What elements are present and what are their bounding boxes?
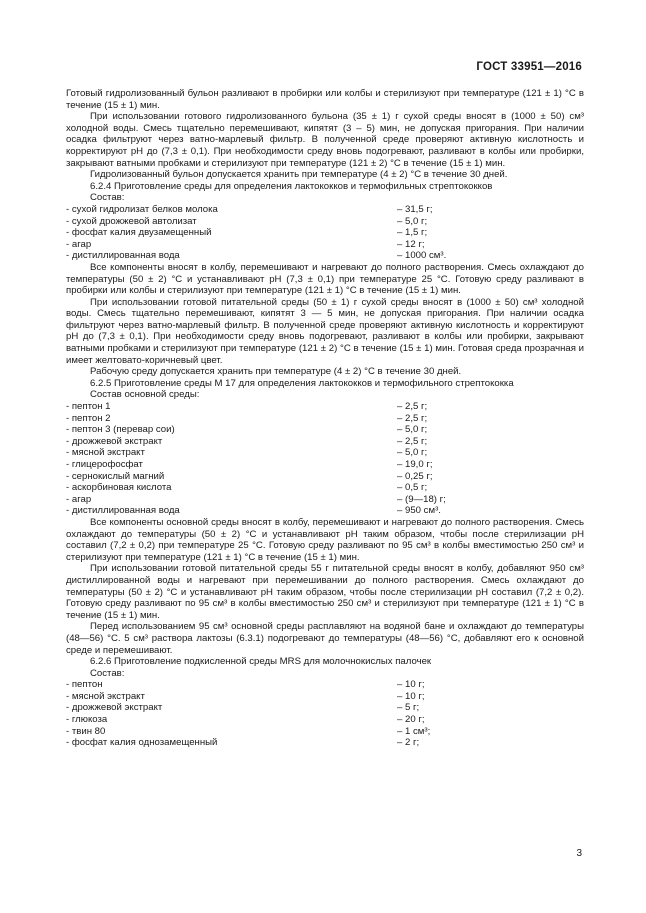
ingredient-amount: – 0,25 г; <box>397 470 433 482</box>
paragraph: При использовании готовой питательной среды (50 ± 1) г сухой среды вносят в (1000 ± 50) см³ холодной воды. Смесь тщательно перемешивают, кипятят 3 — 5 мин, не допуская пригорания. При наличии осадка фильтруют через ватно-марлевый фильтр. В полученной среде проверяют активную кислотность и корректируют рН до (7,3 ± 0,1). При необходимости среду вновь подогревают, разливают в колбы или пробирки, закрывают ватными пробками и стерилизуют при температуре (121 ± 2) °С в течение (15 ± 1) мин. Готовая среда прозрачная и имеет желтовато-коричневый цвет. <box>66 296 584 366</box>
ingredient-list <box>66 401 584 517</box>
list-item <box>66 227 584 239</box>
ingredient-name: - агар <box>66 238 92 250</box>
ingredient-amount: – 1 см³; <box>397 725 431 737</box>
ingredient-amount: – 1000 см³. <box>397 250 447 262</box>
ingredient-name: - глицерофосфат <box>66 459 143 470</box>
ingredient-name: - аскорбиновая кислота <box>66 482 172 494</box>
ingredient-name: - фосфат калия двузамещенный <box>66 227 212 239</box>
list-item <box>66 459 584 471</box>
ingredient-amount: – 0,5 г; <box>397 482 428 494</box>
ingredient-name: - пептон <box>66 679 103 691</box>
ingredient-name: - мясной экстракт <box>66 447 145 459</box>
paragraph: При использовании готового гидролизованного бульона (35 ± 1) г сухой среды вносят в (1000 ± 50) см³ холодной воды. Смесь тщательно перемешивают, кипятят (3 – 5) мин, не допуская пригорания. При наличии осадка фильтруют через ватно-марлевый фильтр. В полученной среде проверяют активную кислотность и корректируют рН до (7,3 ± 0,1). При необходимости среду вновь подогревают, разливают в колбы или пробирки, закрывают ватными пробками и стерилизуют при температуре (121 ± 2) °С в течение (15 ± 1) мин. <box>66 111 584 169</box>
ingredient-name: - сухой дрожжевой автолизат <box>66 215 197 227</box>
ingredient-amount: – 10 г; <box>397 690 425 702</box>
paragraph: Перед использованием 95 см³ основной среды расплавляют на водяной бане и охлаждают до температуры (48—56) °С. 5 см³ раствора лактозы (6.3.1) подогревают до температуры (48—56) °С, добавляют его к основной среде и перемешивают. <box>66 621 584 656</box>
paragraph: Все компоненты вносят в колбу, перемешивают и нагревают до полного растворения. Смесь охлаждают до температуры (50 ± 2) °С и устанавливают рН (7,3 ± 0,1) при температуре 25 °С. Готовую среду разливают в пробирки или колбы и стерилизуют при температуре (121 ± 1) °С в течение (15 ± 1) мин. <box>66 261 584 297</box>
section-heading: Состав: <box>90 192 125 204</box>
list-item <box>66 471 584 483</box>
ingredient-name: - дрожжевой экстракт <box>66 435 163 447</box>
ingredient-amount: – 2,5 г; <box>397 401 428 413</box>
ingredient-amount: – 20 г; <box>397 714 425 726</box>
document-body <box>66 88 584 749</box>
ingredient-name: - дистиллированная вода <box>66 250 180 262</box>
ingredient-amount: – 5,0 г; <box>397 424 428 436</box>
paragraph: Гидролизованный бульон допускается хранить при температуре (4 ± 2) °С в течение 30 дней. <box>90 169 508 181</box>
ingredient-list <box>66 679 584 749</box>
list-item <box>66 702 584 714</box>
ingredient-amount: – 2 г; <box>397 737 420 749</box>
paragraph: Все компоненты основной среды вносят в колбу, перемешивают и нагревают до полного растворения. Смесь охлаждают до температуры (50 ± 2) °С и устанавливают рН таким образом, чтобы после стерилизации рН составил (7,2 ± 0,2) при температуре 25 °С. Готовую среду разливают по 95 см³ в колбы вместимостью 250 см³ и стерилизуют при температуре (121 ± 1) °С в течение (15 ± 1) мин. <box>66 516 584 563</box>
ingredient-amount: – 2,5 г; <box>397 412 428 424</box>
list-item <box>66 216 584 228</box>
ingredient-name: - дистиллированная вода <box>66 505 180 517</box>
section-heading: 6.2.4 Приготовление среды для определения лактококков и термофильных стрептококков <box>90 180 493 192</box>
list-item <box>66 494 584 506</box>
ingredient-amount: – 2,5 г; <box>397 435 428 447</box>
list-item <box>66 424 584 436</box>
ingredient-list <box>66 204 584 262</box>
ingredient-amount: – 12 г; <box>397 238 425 250</box>
ingredient-amount: – (9—18) г; <box>397 493 446 505</box>
paragraph: Рабочую среду допускается хранить при температуре (4 ± 2) °С в течение 30 дней. <box>90 366 462 378</box>
ingredient-name: - пептон 3 (перевар сои) <box>66 424 175 436</box>
section-heading: 6.2.6 Приготовление подкисленной среды MRS для молочнокислых палочек <box>90 656 432 668</box>
ingredient-name: - агар <box>66 493 92 505</box>
ingredient-amount: – 950 см³. <box>397 505 441 517</box>
list-item <box>66 447 584 459</box>
ingredient-amount: – 19,0 г; <box>397 459 433 470</box>
ingredient-amount: – 5,0 г; <box>397 215 428 227</box>
list-item <box>66 239 584 251</box>
list-item <box>66 714 584 726</box>
ingredient-name: - твин 80 <box>66 725 106 737</box>
ingredient-amount: – 5 г; <box>397 702 420 714</box>
ingredient-name: - мясной экстракт <box>66 690 145 702</box>
list-item <box>66 737 584 749</box>
list-item <box>66 679 584 691</box>
ingredient-amount: – 10 г; <box>397 679 425 691</box>
paragraph: При использовании готовой питательной среды 55 г питательной среды вносят в колбу, добавляют 950 см³ дистиллированной воды и нагревают при перемешивании до полного растворения. Смесь охлаждают до температуры (50 ± 2) °С и устанавливают рН таким образом, чтобы после стерилизации рН составил (7,2 ± 0,2). Готовую среду разливают по 95 см³ в колбы вместимостью 250 см³ и стерилизуют при температуре (121 ± 1) °С в течение (15 ± 1) мин. <box>66 563 584 621</box>
list-item <box>66 204 584 216</box>
list-item <box>66 250 584 262</box>
paragraph: Готовый гидролизованный бульон разливают в пробирки или колбы и стерилизуют при температуре (121 ± 1) °С в течение (15 ± 1) мин. <box>66 88 584 111</box>
ingredient-amount: – 31,5 г; <box>397 203 433 215</box>
ingredient-name: - сухой гидролизат белков молока <box>66 203 218 215</box>
ingredient-amount: – 5,0 г; <box>397 447 428 459</box>
section-heading: 6.2.5 Приготовление среды М 17 для определения лактококков и термофильного стрептококка <box>90 377 514 389</box>
ingredient-name: - глюкоза <box>66 714 108 726</box>
ingredient-name: - дрожжевой экстракт <box>66 702 163 714</box>
ingredient-name: - фосфат калия однозамещенный <box>66 737 218 749</box>
list-item <box>66 436 584 448</box>
list-item <box>66 482 584 494</box>
section-heading: Состав: <box>90 667 125 679</box>
standard-designation: ГОСТ 33951—2016 <box>476 61 582 73</box>
page-number: 3 <box>576 848 582 859</box>
ingredient-amount: – 1,5 г; <box>397 227 428 239</box>
section-heading: Состав основной среды: <box>90 389 200 401</box>
ingredient-name: - пептон 1 <box>66 401 111 413</box>
list-item <box>66 505 584 517</box>
ingredient-name: - пептон 2 <box>66 412 111 424</box>
list-item <box>66 413 584 425</box>
ingredient-name: - сернокислый магний <box>66 470 165 482</box>
list-item <box>66 401 584 413</box>
list-item <box>66 691 584 703</box>
list-item <box>66 726 584 738</box>
